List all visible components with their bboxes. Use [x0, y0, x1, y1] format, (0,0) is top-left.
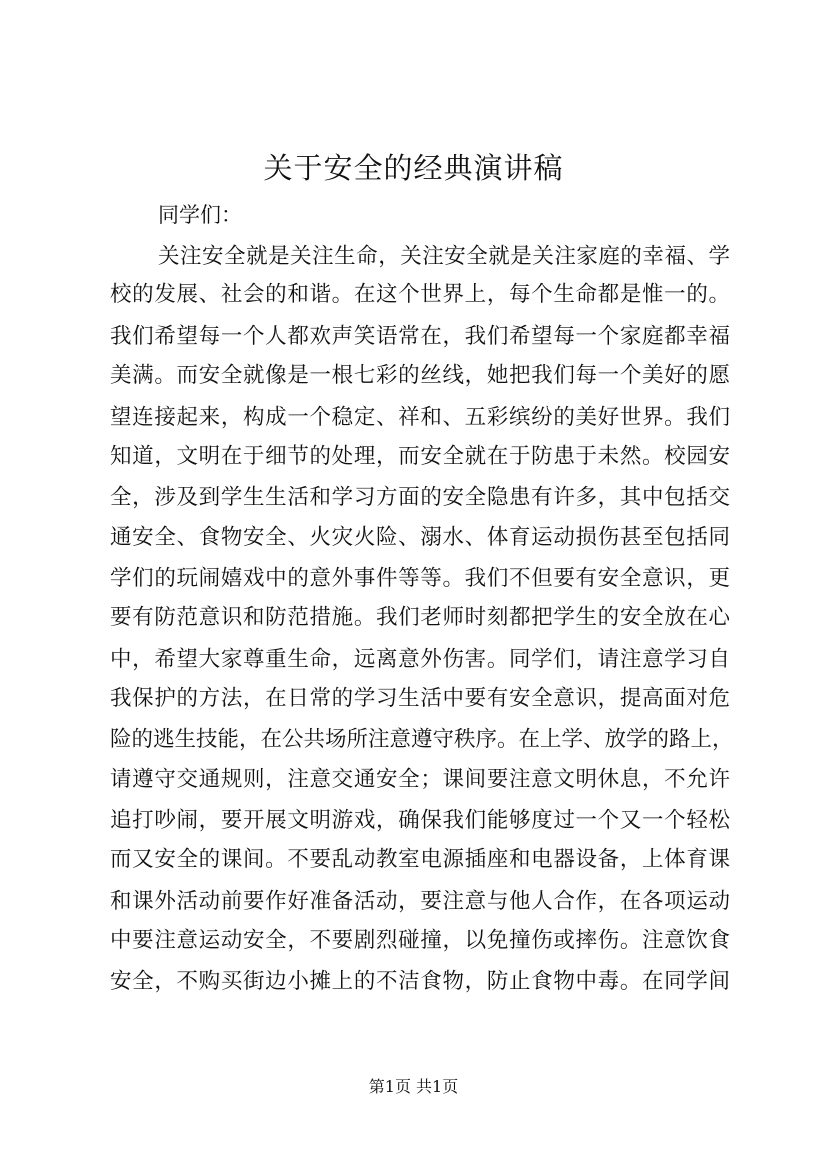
page-footer: 第1页 共1页	[368, 1077, 459, 1096]
body-line: 险的逃生技能，在公共场所注意遵守秩序。在上学、放学的路上，	[110, 727, 734, 752]
body-line: 学们的玩闹嬉戏中的意外事件等等。我们不但要有安全意识，更	[110, 566, 730, 591]
greeting-text: 同学们：	[158, 203, 242, 227]
body-line: 中，希望大家尊重生命，远离意外伤害。同学们，请注意学习自	[110, 647, 730, 672]
body-line: 追打吵闹，要开展文明游戏，确保我们能够度过一个又一个轻松	[110, 808, 730, 833]
body-line: 我保护的方法，在日常的学习生活中要有安全意识，提高面对危	[110, 686, 730, 711]
body-line: 校的发展、社会的和谐。在这个世界上，每个生命都是惟一的。	[110, 282, 730, 307]
body-line: 安全，不购买街边小摊上的不洁食物，防止食物中毒。在同学间	[110, 969, 730, 994]
document-title: 关于安全的经典演讲稿	[263, 151, 564, 185]
body-line: 我们希望每一个人都欢声笑语常在，我们希望每一个家庭都幸福	[110, 324, 730, 349]
body-line: 通安全、食物安全、火灾火险、溺水、体育运动损伤甚至包括同	[110, 525, 730, 550]
body-line: 望连接起来，构成一个稳定、祥和、五彩缤纷的美好世界。我们	[110, 405, 730, 430]
body-line: 请遵守交通规则，注意交通安全；课间要注意文明休息，不允许	[110, 767, 730, 792]
body-line: 全，涉及到学生生活和学习方面的安全隐患有许多，其中包括交	[110, 485, 730, 510]
body-line: 知道，文明在于细节的处理，而安全就在于防患于未然。校园安	[110, 444, 730, 469]
body-line: 关注安全就是关注生命，关注安全就是关注家庭的幸福、学	[158, 244, 730, 269]
body-line: 而又安全的课间。不要乱动教室电源插座和电器设备，上体育课	[110, 847, 730, 872]
body-line: 和课外活动前要作好准备活动，要注意与他人合作，在各项运动	[110, 889, 730, 914]
body-line: 中要注意运动安全，不要剧烈碰撞，以免撞伤或摔伤。注意饮食	[110, 928, 730, 953]
body-line: 美满。而安全就像是一根七彩的丝线，她把我们每一个美好的愿	[110, 363, 730, 388]
body-line: 要有防范意识和防范措施。我们老师时刻都把学生的安全放在心	[110, 605, 730, 630]
